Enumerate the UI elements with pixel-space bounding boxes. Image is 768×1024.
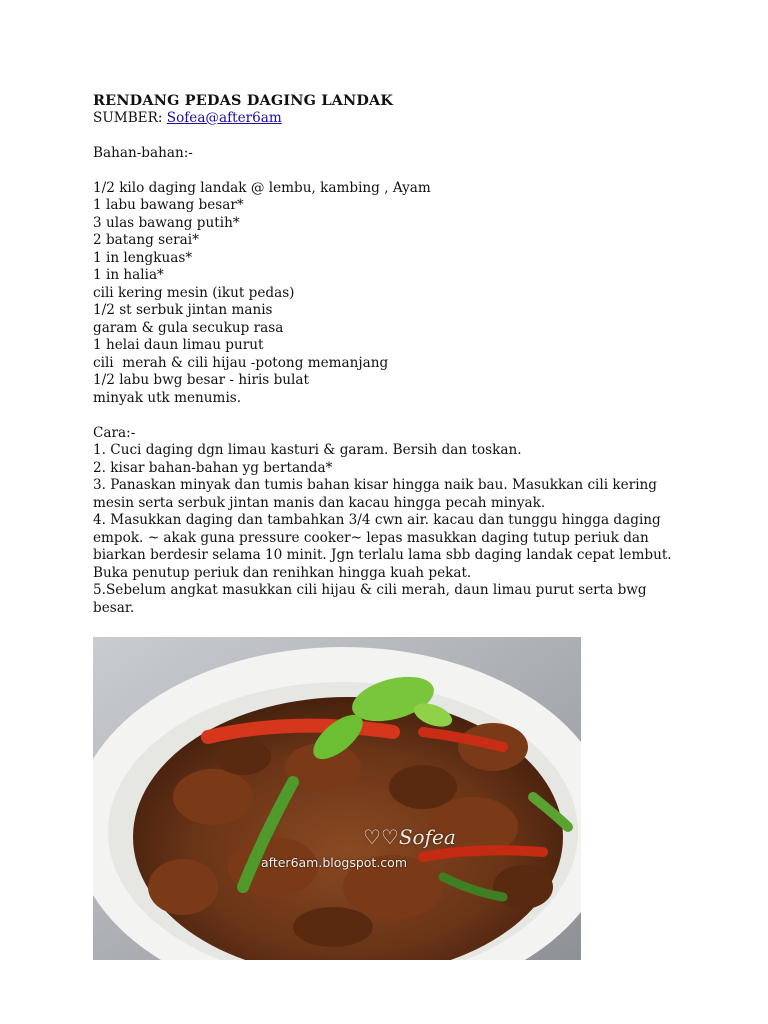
source-label: SUMBER: xyxy=(93,109,167,126)
method-step: biarkan berdesir selama 10 minit. Jgn terlalu lama sbb daging landak cepat lembut. xyxy=(93,547,672,563)
ingredient-item: 2 batang serai* xyxy=(93,232,199,248)
method-list xyxy=(93,442,693,617)
ingredient-item: cili merah & cili hijau -potong memanjang xyxy=(93,354,389,371)
ingredient-item: cili kering mesin (ikut pedas) xyxy=(93,284,295,301)
spacer xyxy=(93,162,693,180)
watermark-url: after6am.blogspot.com xyxy=(261,855,407,870)
method-step: 5.Sebelum angkat masukkan cili hijau & cili merah, daun limau purut serta bwg xyxy=(93,582,647,598)
rendang-illustration xyxy=(93,637,581,960)
spacer xyxy=(93,407,693,425)
ingredient-item: minyak utk menumis. xyxy=(93,389,242,406)
method-step: empok. ~ akak guna pressure cooker~ lepas masukkan daging tutup periuk dan xyxy=(93,529,649,546)
method-step: mesin serta serbuk jintan manis dan kacau hingga pecah minyak. xyxy=(93,494,546,511)
watermark-name: ♡♡Sofea xyxy=(363,825,456,849)
ingredient-item: garam & gula secukup rasa xyxy=(93,319,284,336)
method-heading: Cara:- xyxy=(93,424,136,441)
ingredient-item: 1/2 kilo daging landak @ lembu, kambing , Ayam xyxy=(93,179,431,196)
ingredient-item: 1 in halia* xyxy=(93,267,164,283)
rendang-photo xyxy=(93,637,581,960)
method-step: besar. xyxy=(93,599,135,616)
spacer xyxy=(93,127,693,145)
method-step: Buka penutup periuk dan renihkan hingga kuah pekat. xyxy=(93,564,472,581)
ingredients-list xyxy=(93,180,693,408)
source-line xyxy=(93,110,693,128)
ingredient-item: 3 ulas bawang putih* xyxy=(93,214,240,231)
ingredient-item: 1/2 st serbuk jintan manis xyxy=(93,302,273,318)
ingredient-item: 1 labu bawang besar* xyxy=(93,197,244,213)
source-link[interactable]: Sofea@after6am xyxy=(166,109,282,126)
method-step: 1. Cuci daging dgn limau kasturi & garam. Bersih dan toskan. xyxy=(93,442,522,458)
method-step: 3. Panaskan minyak dan tumis bahan kisar hingga naik bau. Masukkan cili kering xyxy=(93,477,658,493)
ingredient-item: 1 helai daun limau purut xyxy=(93,337,264,353)
recipe-title: RENDANG PEDAS DAGING LANDAK xyxy=(93,92,394,109)
ingredients-heading: Bahan-bahan:- xyxy=(93,144,193,161)
ingredient-item: 1 in lengkuas* xyxy=(93,249,193,266)
method-step: 2. kisar bahan-bahan yg bertanda* xyxy=(93,459,333,476)
recipe-document xyxy=(93,92,693,617)
method-step: 4. Masukkan daging dan tambahkan 3/4 cwn air. kacau dan tunggu hingga daging xyxy=(93,512,661,528)
ingredient-item: 1/2 labu bwg besar - hiris bulat xyxy=(93,372,309,388)
